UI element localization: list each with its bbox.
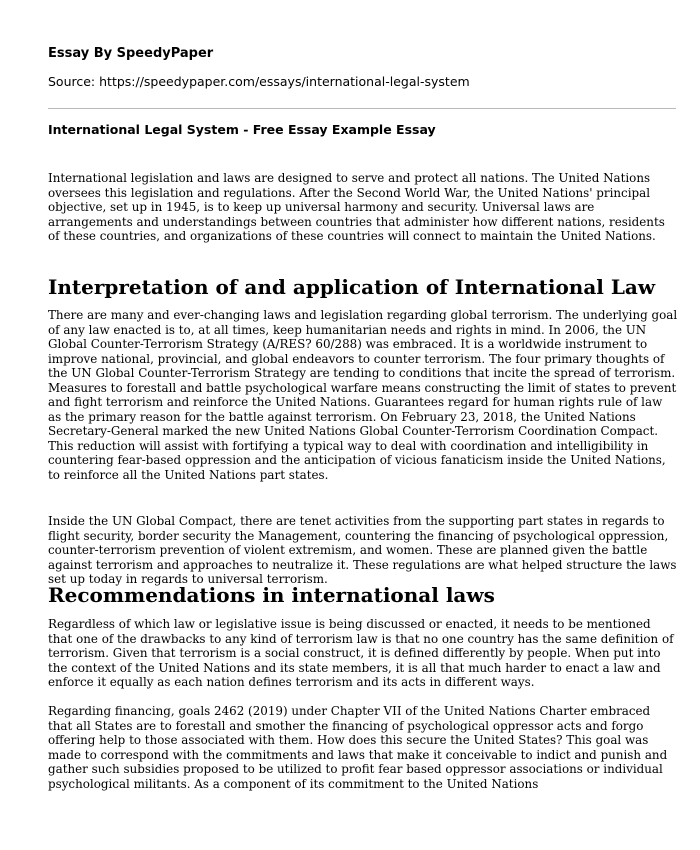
section-heading-interpretation: Interpretation of and application of International Law bbox=[48, 275, 656, 299]
header-divider bbox=[48, 108, 676, 109]
paragraph-interpretation-2: Inside the UN Global Compact, there are tenet activities from the supporting part states in regards to flight security, border security the Management, countering the financing of psychological oppression, counter-terrorism prevention of violent extremism, and women. These are planned given the battle against terrorism and approaches to neutralize it. These regulations are what helped structure the laws set up today in regards to universal terrorism. bbox=[48, 514, 677, 586]
paragraph-interpretation-1: There are many and ever-changing laws and legislation regarding global terrorism. The underlying goal of any law enacted is to, at all times, keep humanitarian needs and rights in mind. In 2006, the UN Global Counter-Terrorism Strategy (A/RES? 60/288) was embraced. It is a worldwide instrument to improve national, provincial, and global endeavors to counter terrorism. The four primary thoughts of the UN Global Counter-Terrorism Strategy are tending to conditions that incite the spread of terrorism. Measures to forestall and battle psychological warfare means constructing the limit of states to prevent and fight terrorism and reinforce the United Nations. Guarantees regard for human rights rule of law as the primary reason for the battle against terrorism. On February 23, 2018, the United Nations Secretary-General marked the new United Nations Global Counter-Terrorism Coordination Compact. This reduction will assist with fortifying a typical way to deal with coordination and intelligibility in countering fear-based oppression and the anticipation of vicious fanaticism inside the United Nations, to reinforce all the United Nations part states. bbox=[48, 308, 678, 482]
section-heading-recommendations: Recommendations in international laws bbox=[48, 583, 495, 607]
paragraph-recommendations-2: Regarding financing, goals 2462 (2019) under Chapter VII of the United Nations Charter embraced that all States are to forestall and smother the financing of psychological oppressor acts and forgo offering help to those associated with them. How does this secure the United States? This goal was made to correspond with the commitments and laws that make it conceivable to indict and punish and gather such subsidies proposed to be utilized to profit fear based oppressor associations or individual psychological militants. As a component of its commitment to the United Nations bbox=[48, 704, 668, 791]
brand-title: Essay By SpeedyPaper bbox=[48, 46, 214, 61]
document-title: International Legal System - Free Essay Example Essay bbox=[48, 122, 436, 137]
intro-paragraph: International legislation and laws are designed to serve and protect all nations. The United Nations oversees this legislation and regulations. After the Second World War, the United Nations' principal objective, set up in 1945, is to keep up universal harmony and security. Universal laws are arrangements and understandings between countries that administer how different nations, residents of these countries, and organizations of these countries will connect to maintain the United Nations. bbox=[48, 171, 665, 243]
paragraph-recommendations-1: Regardless of which law or legislative issue is being discussed or enacted, it needs to be mentioned that one of the drawbacks to any kind of terrorism law is that no one country has the same definition of terrorism. Given that terrorism is a social construct, it is defined differently by people. When put into the context of the United Nations and its state members, it is all that much harder to enact a law and enforce it equally as each nation defines terrorism and its acts in different ways. bbox=[48, 617, 674, 689]
source-line: Source: https://speedypaper.com/essays/international-legal-system bbox=[48, 74, 470, 89]
